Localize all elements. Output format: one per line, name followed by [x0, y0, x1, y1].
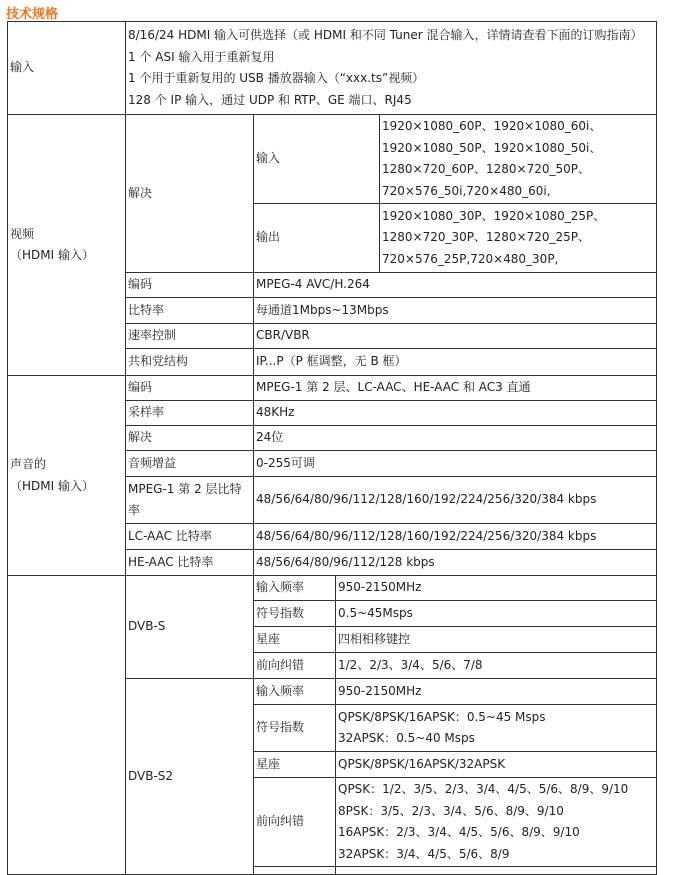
video-out-line: 1920×1080_30P、1920×1080_25P、: [382, 208, 606, 223]
audio-mpeg-value: 48/56/64/80/96/112/128/160/192/224/256/320/384 kbps: [256, 492, 597, 507]
audio-label-cell: [7, 375, 126, 576]
video-ratecontrol-value: CBR/VBR: [256, 328, 310, 343]
dvbs-label: DVB-S: [128, 619, 166, 634]
dvbs-row-value: [335, 626, 657, 653]
dvbs-fec-value: 1/2、2/3、3/4、5/6、7/8: [338, 657, 483, 672]
dvbs2-symbol-line: 32APSK：0.5~40 Msps: [338, 731, 475, 745]
video-row-label: [125, 272, 254, 298]
dvbs2-row-label: [253, 866, 336, 875]
dvbs-label-cell: [125, 575, 254, 679]
audio-codec-label: 编码: [128, 380, 153, 395]
audio-row-value: [253, 450, 657, 477]
dvbs2-row-value: [335, 751, 657, 778]
video-row-label: [125, 323, 254, 349]
video-in-label: 输入: [256, 151, 281, 166]
input-line: 8/16/24 HDMI 输入可供选择（或 HDMI 和不同 Tuner 混合输入，详情请查看下面的订购指南）: [128, 28, 643, 42]
video-row-label: [125, 348, 254, 376]
video-label: 视频: [10, 226, 35, 241]
dvbs2-symbol-label: 符号指数: [256, 720, 305, 735]
video-resolution-cell: [125, 114, 254, 273]
dvbs-row-value: [335, 575, 657, 601]
dvbs2-row-value: [335, 866, 657, 875]
dvbs2-freq-label: 输入频率: [256, 683, 305, 698]
dvbs2-fec-line: 32APSK：3/4、4/5、5/6、8/9: [338, 846, 510, 861]
audio-mpeg-label: MPEG-1 第 2 层比特: [128, 481, 242, 496]
audio-heaac-value: 48/56/64/80/96/112/128 kbps: [256, 554, 435, 569]
dvbs-freq-label: 输入频率: [256, 580, 305, 595]
video-ratecontrol-label: 速率控制: [128, 328, 177, 343]
dvbs2-symbol-line: QPSK/8PSK/16APSK：0.5~45 Msps: [338, 709, 546, 724]
video-out-label: 输出: [256, 230, 281, 245]
video-codec-value: MPEG-4 AVC/H.264: [256, 277, 370, 292]
dvbs2-fec-line: 8PSK：3/5、2/3、3/4、5/6、8/9、9/10: [338, 803, 564, 818]
input-label: 输入: [10, 60, 35, 75]
dvbs2-fec-label: 前向纠错: [256, 814, 305, 829]
dvbs-constellation-label: 星座: [256, 631, 281, 646]
audio-row-value: [253, 523, 657, 550]
tuner-label-cell: [7, 575, 126, 875]
audio-row-label: [125, 450, 254, 477]
video-codec-label: 编码: [128, 277, 153, 292]
video-row-value: [253, 272, 657, 298]
video-in-line: 1920×1080_60P、1920×1080_60i、: [382, 119, 602, 133]
dvbs-row-label: [253, 652, 336, 679]
dvbs-row-label: [253, 575, 336, 601]
video-row-label: [125, 297, 254, 324]
video-row-value: [253, 297, 657, 324]
video-out-value-cell: [379, 203, 657, 273]
audio-row-label: [125, 549, 254, 576]
audio-heaac-label: HE-AAC 比特率: [128, 554, 214, 569]
page-title: 技术规格: [6, 7, 59, 22]
dvbs-row-value: [335, 652, 657, 679]
audio-row-value: [253, 549, 657, 576]
dvbs2-constellation-value: QPSK/8PSK/16APSK/32APSK: [338, 756, 506, 771]
input-line: 1 个 ASI 输入用于重新复用: [128, 49, 275, 64]
dvbs-constellation-value: 四相相移键控: [338, 631, 411, 646]
dvbs-symbol-value: 0.5~45Msps: [338, 605, 413, 620]
audio-row-value: [253, 425, 657, 451]
video-row-value: [253, 348, 657, 376]
video-out-line: 720×576_25P,720×480_30P,: [382, 251, 559, 266]
audio-sublabel: （HDMI 输入）: [10, 478, 94, 493]
dvbs2-constellation-label: 星座: [256, 756, 281, 771]
dvbs2-row-label: [253, 704, 336, 752]
audio-row-value: [253, 476, 657, 524]
dvbs2-row-label: [253, 777, 336, 867]
video-out-label-cell: [253, 203, 380, 273]
video-bitrate-value: 每通道1Mbps~13Mbps: [256, 302, 389, 317]
video-row-value: [253, 323, 657, 349]
dvbs2-fec-line: 16APSK：2/3、3/4、4/5、5/6、8/9、9/10: [338, 825, 580, 839]
audio-gain-label: 音频增益: [128, 455, 177, 470]
audio-row-value: [253, 375, 657, 401]
dvbs2-fec-line: QPSK：1/2、3/5、2/3、3/4、4/5、5/6、8/9、9/10: [338, 782, 629, 796]
dvbs-symbol-label: 符号指数: [256, 605, 305, 620]
video-in-line: 1280×720_60P、1280×720_50P、: [382, 162, 591, 176]
audio-samplerate-value: 48KHz: [256, 405, 295, 420]
input-label-cell: [7, 21, 126, 115]
video-out-line: 1280×720_30P、1280×720_25P、: [382, 230, 591, 245]
audio-row-label: [125, 400, 254, 426]
dvbs2-row-value: [335, 704, 657, 752]
audio-row-label: [125, 523, 254, 550]
video-in-line: 1920×1080_50P、1920×1080_50i、: [382, 140, 602, 155]
audio-row-label: [125, 425, 254, 451]
audio-resolution-value: 24位: [256, 430, 284, 445]
audio-resolution-label: 解决: [128, 430, 153, 445]
video-in-label-cell: [253, 114, 380, 204]
dvbs-fec-label: 前向纠错: [256, 657, 305, 672]
audio-lcaac-label: LC-AAC 比特率: [128, 528, 212, 543]
video-resolution-label: 解决: [128, 185, 153, 200]
dvbs2-row-value: [335, 777, 657, 867]
dvbs-row-label: [253, 626, 336, 653]
dvbs2-row-value: [335, 678, 657, 705]
dvbs2-freq-value: 950-2150MHz: [338, 683, 422, 698]
dvbs-row-label: [253, 600, 336, 627]
input-line: 1 个用于重新复用的 USB 播放器输入（“xxx.ts”视频）: [128, 71, 425, 85]
audio-row-label: [125, 375, 254, 401]
dvbs-freq-value: 950-2150MHz: [338, 580, 422, 595]
dvbs-row-value: [335, 600, 657, 627]
audio-lcaac-value: 48/56/64/80/96/112/128/160/192/224/256/320/384 kbps: [256, 528, 597, 543]
video-in-line: 720×576_50i,720×480_60i,: [382, 183, 551, 198]
audio-gain-value: 0-255可调: [256, 455, 315, 470]
audio-label: 声音的: [10, 457, 47, 471]
dvbs2-row-label: [253, 751, 336, 778]
audio-samplerate-label: 采样率: [128, 405, 165, 420]
dvbs2-label-cell: [125, 678, 254, 875]
audio-codec-value: MPEG-1 第 2 层、LC-AAC、HE-AAC 和 AC3 直通: [256, 380, 531, 395]
dvbs2-row-label: [253, 678, 336, 705]
video-in-value-cell: [379, 114, 657, 204]
audio-row-value: [253, 400, 657, 426]
input-line: 128 个 IP 输入，通过 UDP 和 RTP、GE 端口、RJ45: [128, 92, 412, 107]
audio-mpeg-label-cont: 率: [128, 503, 141, 517]
dvbs2-label: DVB-S2: [128, 768, 174, 783]
video-sublabel: （HDMI 输入）: [10, 248, 94, 262]
video-bitrate-label: 比特率: [128, 302, 165, 317]
video-gop-value: IP...P（P 框调整，无 B 框）: [256, 354, 407, 369]
input-value-cell: [125, 21, 657, 115]
video-gop-label: 共和党结构: [128, 354, 189, 369]
video-label-cell: [7, 114, 126, 376]
audio-row-label: [125, 476, 254, 524]
